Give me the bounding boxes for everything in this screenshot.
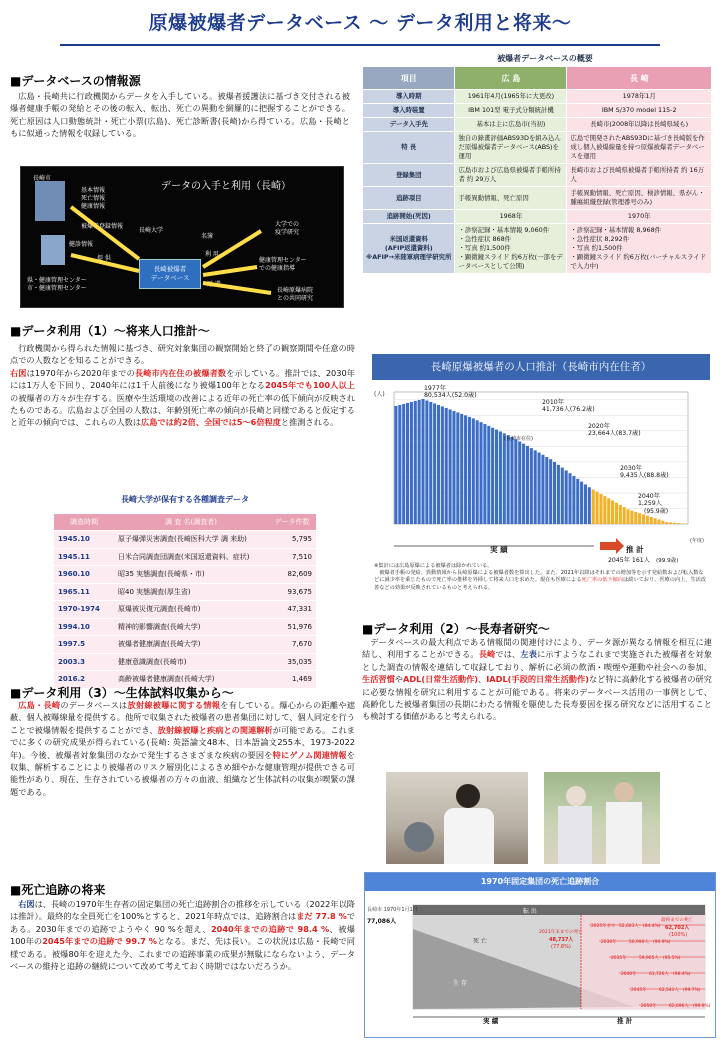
survey-period-cell: 2003.3 (54, 653, 114, 671)
pop-bar (545, 457, 548, 524)
bio-text-4: を収集、解析することにより被爆者のリスク層別化によるきめ細やかな健康管理が提供できる可能性があり、現在、生存されている被爆者の方々の血液、組織など生体試料の収集が喫緊の課題である。 (10, 749, 355, 797)
survey-row (54, 601, 316, 619)
surv-moveout-label: 転 出 (523, 908, 537, 915)
man-body (606, 802, 642, 864)
pop-bar (657, 520, 660, 524)
overview-row (363, 104, 712, 118)
pop-bar (615, 503, 618, 524)
pop-bar (673, 523, 676, 524)
pop-bar (603, 496, 606, 524)
surv-point-n: 52,603人 (619, 924, 639, 929)
lg-highlight-3: ADL(日常生活動作) (403, 674, 479, 685)
pop-bar (507, 435, 510, 524)
surv-point-label: 2030年 (601, 940, 617, 945)
fu-highlight-1: まだ 77.8 % (296, 911, 347, 922)
pop-text-3: の被爆者の方々が生存する。医療や生活環境の改善による近年の死亡率の低下傾向が反映されたものである。広島および全国の人数は、年齢別死亡率の傾向が長崎と同様であると仮定すると近年の傾向では、これらの人数は (10, 392, 355, 428)
pop-x-unit: (年度) (690, 538, 704, 544)
survey-name-cell: 原子爆弾災害調査(長崎医科大学 調 来助) (114, 531, 268, 549)
survey-row (54, 653, 316, 671)
pop-bar (503, 433, 506, 524)
overview-row (363, 187, 712, 210)
survey-count-cell: 7,510 (268, 548, 316, 566)
pop-bar (572, 476, 575, 524)
pop-bar (452, 411, 455, 524)
pop-label-year: 2030年 (620, 465, 642, 472)
followup-chart (365, 891, 715, 1037)
pop-bar (553, 462, 556, 524)
pop-bar (669, 522, 672, 524)
pop-bar (433, 403, 436, 524)
pop-bar (619, 505, 622, 524)
overview-row (363, 224, 712, 274)
pop-bar (472, 418, 475, 524)
pop-bar (665, 522, 668, 524)
pop-bar (418, 400, 421, 524)
pop-bar (592, 489, 595, 524)
surv-point-n: 62,541人 (659, 988, 679, 993)
pop-bar (534, 450, 537, 524)
nagasaki-database-cylinder: 長崎被爆者 データベース (139, 259, 201, 289)
overview-hiroshima-cell: 1961年4月(1965年に大更改) (455, 90, 567, 104)
lg-highlight-4: IADL(手段的日常生活動作) (486, 674, 589, 685)
survey-row (54, 548, 316, 566)
surv-point-p: (99.9%) (693, 1004, 711, 1009)
pop-label-value: 41,736人(76.2歳) (542, 406, 595, 413)
pop-label-year: 2045年 161人 (608, 557, 650, 564)
pop-bar (421, 399, 424, 524)
surv-marker-text: 2021年末までの死亡 (539, 930, 583, 935)
pop-bar (468, 417, 471, 524)
population-paragraph (10, 342, 355, 429)
pop-bar (580, 482, 583, 524)
surv-start-n: 77,086人 (367, 918, 397, 925)
survey-row (54, 636, 316, 654)
pop-bar (491, 428, 494, 524)
pop-bar (425, 400, 428, 524)
followup-chart-title: 1970年固定集団の死亡追跡割合 (365, 873, 715, 891)
section-heading-followup: ■死亡追跡の将来 (10, 883, 106, 897)
overview-nagasaki-cell: IBM S/370 model 115-2 (567, 104, 712, 118)
pop-bar (623, 507, 626, 524)
surv-point-p: (95.5%) (663, 956, 681, 961)
bio-text-3: が可能である。これまでに多くの研究成果が得られている(長崎: 英語論文48本、日本語論文255本、1973-2022年)。今後、被爆者対象集団のなかで発生するさまざまな疾病の要因を (10, 724, 355, 760)
pop-bar (406, 403, 409, 524)
bio-text-2: を有している。爆心からの距離や遮蔽、個人被曝線量を提供する。他所で収集された被爆者の患者集団に対して、個人同定を行うことで被爆情報を提供することができ、 (10, 700, 355, 735)
pop-bar (460, 414, 463, 524)
flow-meibo: 名簿 (201, 233, 214, 240)
lg-text-3: に示すようなこれまで実施された被爆者を対象とした調査の情報を連結して収録しており、解析に必須の飲酒・喫煙や運動や社会への参加、 (362, 649, 712, 672)
overview-row (363, 210, 712, 224)
pop-bar (627, 509, 630, 524)
pop-bar (530, 448, 533, 524)
overview-hiroshima-cell: ・診察記録・基本情報 9,060件 ・急性症状 868件 ・写真 約1,500件 ・顕微鏡スライド 約6万枚(一部をデータベースとして公開) (455, 224, 567, 274)
survey-row (54, 583, 316, 601)
surv-point-p: (84.4%) (643, 924, 661, 929)
lg-text-5: 、 (478, 674, 487, 685)
survey-head-count: データ件数 (268, 514, 316, 531)
survey-caption: 長崎大学が保有する各種調査データ (121, 495, 249, 504)
fu-highlight-3: 2045年までの追跡で 99.7 % (42, 936, 158, 947)
overview-head-nagasaki: 長 崎 (567, 67, 712, 90)
bio-text-1: のデータベースは (60, 700, 128, 710)
lab-photo (386, 772, 528, 864)
fu-text-2: である。2030年までの追跡でようやく 90 %を超え、 (10, 911, 355, 934)
pop-bar (549, 459, 552, 524)
survey-count-cell: 7,670 (268, 636, 316, 654)
pop-note-3: は続いており、医療の向上、生活改善などの効果が反映されているものと考えられる。 (374, 577, 707, 591)
sources-paragraph: 広島・長崎共に行政機関からデータを入手している。被爆者援護法に基づき交付される被爆者健康手帳の発給とその後の転入、転出、死亡の異動を網羅的に把握することができる。死亡原因は人口動態統計・死亡小票(広島)、死亡診断書(長崎)から得ている。広島・長崎ともに似通った情報を収録している。 (10, 91, 350, 139)
pop-ref: 右図 (10, 367, 27, 378)
surv-final-n: 62,702人 (665, 925, 690, 931)
surv-point-label: 2050年 (641, 1004, 657, 1009)
overview-hiroshima-cell: 1968年 (455, 210, 567, 224)
flow-center: 県・健康管理センター 市・健康管理センター (27, 277, 87, 292)
survey-period-cell: 1945.10 (54, 531, 114, 549)
pop-bar (538, 453, 541, 524)
survey-count-cell: 47,331 (268, 601, 316, 619)
pop-bar (445, 408, 448, 524)
surv-alive-label: 生 存 (453, 980, 467, 987)
pop-chart-title: 長崎原爆被爆者の人口推計（長崎市内在住者） (372, 354, 710, 380)
pop-bar (398, 405, 401, 524)
lg-text-1: データベースの最大利点である情報間の関連付けにより、データ源が異なる情報を相互に連結し、利用することができる。 (362, 637, 712, 660)
surv-point-label: 2045年 (631, 988, 647, 993)
overview-nagasaki-cell: 広島で開発されたABS93Dに基づき長崎版を作成し個人被爆線量を持つ原爆被爆者データベースを運用 (567, 132, 712, 164)
survey-period-cell: 1945.11 (54, 548, 114, 566)
pop-forecast-arrow (600, 538, 624, 554)
survey-name-cell: 被爆者健康調査(長崎大学) (114, 636, 268, 654)
pop-bar (584, 484, 587, 524)
pop-bar (654, 518, 657, 524)
pop-bar (576, 479, 579, 524)
pop-y-unit: (人) (374, 391, 385, 398)
flow-riyo: 利 用 (205, 251, 219, 258)
survey-period-cell: 1994.10 (54, 618, 114, 636)
survey-period-cell: 1965.11 (54, 583, 114, 601)
section-heading-population: ■データ利用（1）～将来人口推計～ (10, 324, 210, 338)
pop-chart-notes (374, 563, 708, 592)
pop-highlight-1: 長崎市内在住の被爆者数 (134, 367, 227, 378)
overview-head-item: 項目 (363, 67, 455, 90)
pop-label-value: 9,435人(88.8歳) (620, 472, 669, 479)
elderly-couple-photo (544, 772, 660, 864)
overview-hiroshima-cell: 独自の錄畫評価ABS93Dを組み込んだ原爆被爆者データベース(ABS)を運用 (455, 132, 567, 164)
man-head (614, 782, 634, 802)
longevity-paragraph (362, 636, 712, 723)
population-chart (372, 384, 710, 564)
title-underline (60, 44, 660, 46)
survey-count-cell: 82,609 (268, 566, 316, 584)
pop-bar (561, 468, 564, 524)
fu-text-4: となる。まだ、先は長い。この状況は広島・長崎で同様である。被爆80年を迎えた今、これまでの追跡事業の成果が無駄にならないよう、データベースの維持と追跡の継続について改めて考えておく時期ではないだろうか。 (10, 936, 355, 972)
fu-ref: 右図 (18, 899, 35, 909)
pop-label-year: 2010年 (542, 399, 564, 406)
pop-bar (661, 521, 664, 524)
pop-text-4: と推測される。 (280, 417, 339, 428)
lg-highlight-1: 長崎 (478, 649, 496, 660)
pop-bar (565, 470, 568, 524)
biospecimen-paragraph (10, 699, 355, 798)
overview-hiroshima-cell: 基本は主に広島市(当初) (455, 118, 567, 132)
pop-bar (646, 516, 649, 524)
pop-bar (456, 412, 459, 524)
flow-out-hospital: 長崎原爆病院 との共同研究 (277, 287, 314, 302)
pop-bar (638, 513, 641, 524)
pop-label-year: 1977年 (424, 385, 446, 392)
pop-label-age: (95.9歳) (644, 508, 669, 515)
pop-label-year: 2040年 (638, 493, 660, 500)
bio-highlight-3: 放射線被曝と疾病との関連解析 (157, 724, 273, 735)
overview-row-label: 導入時期 (363, 90, 455, 104)
survey-count-cell: 93,675 (268, 583, 316, 601)
pop-bar (437, 405, 440, 524)
pop-label-value: (99.9歳) (656, 558, 679, 564)
pop-bar (518, 441, 521, 524)
lg-text-2: では、 (495, 649, 521, 660)
overview-hiroshima-cell: 手帳異動情報、死亡原因 (455, 187, 567, 210)
overview-nagasaki-cell: 1978年1月 (567, 90, 712, 104)
pop-bar (557, 465, 560, 524)
pop-label-value: 23,664人(83.7歳) (588, 430, 641, 437)
overview-row (363, 90, 712, 104)
lg-highlight-2: 生活習慣 (362, 674, 395, 685)
followup-chart-frame (364, 872, 716, 1038)
survey-name-cell: 健康意識調査(長崎市) (114, 653, 268, 671)
survey-period-cell: 2016.2 (54, 671, 114, 689)
surv-forecast-label: 推 計 (617, 1017, 633, 1025)
survey-count-cell: 1,469 (268, 671, 316, 689)
overview-row-label: 追跡項目 (363, 187, 455, 210)
overview-nagasaki-cell: 手帳異動情報、死亡原因、検診情報、県がん・腫瘍組織登録(管理番号のみ) (567, 187, 712, 210)
fu-highlight-2: 2040年までの追跡で 98.4 % (210, 923, 330, 934)
flow-city: 長崎市 (33, 175, 52, 182)
surv-point-n: 56,990人 (629, 940, 649, 945)
pop-forecast-label: 推 計 (626, 545, 644, 554)
pop-bar (480, 422, 483, 524)
flow-out-guidance: 健康管理センター での健康指導 (259, 257, 307, 272)
pop-highlight-2: 2045年でも100人以上 (265, 380, 355, 391)
followup-paragraph (10, 898, 355, 972)
pop-bar (596, 492, 599, 524)
pop-bar (650, 517, 653, 524)
pop-bar (429, 402, 432, 524)
overview-row-label: 特 長 (363, 132, 455, 164)
survey-row (54, 566, 316, 584)
overview-nagasaki-cell: 長崎市(2008年以降は長崎県域も) (567, 118, 712, 132)
pop-bar (402, 404, 405, 524)
pop-note-1: ※集計には広島原爆による被爆者は除かれている。 (374, 563, 493, 569)
overview-nagasaki-cell: 1970年 (567, 210, 712, 224)
pop-text-1: は1970年から2020年までの (26, 367, 135, 378)
pop-bar (588, 487, 591, 524)
pop-bar (483, 424, 486, 524)
pop-bar (414, 401, 417, 524)
pop-bar (599, 494, 602, 524)
survey-period-cell: 1970-1974 (54, 601, 114, 619)
overview-row-label: 登録集団 (363, 164, 455, 187)
surv-final-p: (100%) (669, 932, 688, 938)
survey-count-cell: 35,035 (268, 653, 316, 671)
pop-bar (410, 402, 413, 524)
overview-row-label: 導入時装置 (363, 104, 455, 118)
freezer-opening (404, 822, 434, 852)
flow-title: データの入手と利用（長崎） (161, 181, 291, 192)
survey-head-name: 調 査 名(調査者) (114, 514, 268, 531)
survey-period-cell: 1997.5 (54, 636, 114, 654)
flow-hennkan: 返 還 (207, 281, 221, 288)
survey-row (54, 531, 316, 549)
lg-text-4: や (394, 674, 403, 685)
pop-bar (476, 420, 479, 524)
pop-bar (634, 512, 637, 524)
survey-name-cell: 精神的影響調査(長崎大学) (114, 618, 268, 636)
surv-point-p: (98.4%) (673, 972, 691, 977)
overview-caption: 被爆者データベースの概要 (497, 54, 593, 63)
section-heading-longevity: ■データ利用（2）～長寿者研究～ (362, 622, 550, 636)
flow-health: 健診情報 (69, 241, 94, 248)
pop-bar (514, 439, 517, 524)
overview-row (363, 118, 712, 132)
flow-provide: 提 供 (97, 255, 111, 262)
overview-row-label: 米国返還資料 (AFIP返還資料) ※AFIP→米陸軍病理学研究所 (363, 224, 455, 274)
survey-head-period: 調査時期 (54, 514, 114, 531)
surv-actual-label: 実 績 (483, 1017, 499, 1025)
overview-head-hiroshima: 広 島 (455, 67, 567, 90)
lab-coat (444, 808, 494, 864)
pop-actual-label: 実 績 (490, 545, 508, 554)
pop-bar (630, 511, 633, 524)
section-heading-biospecimen: ■データ利用（3）～生体試料収集から～ (10, 686, 234, 700)
bio-highlight-4: 特にゲノム関連情報 (272, 749, 347, 760)
pop-note-red: 死亡率の低下傾向 (581, 577, 624, 584)
pop-bar (449, 409, 452, 524)
surv-marker-p: (77.8%) (551, 944, 571, 950)
overview-hiroshima-cell: IBM 101型 電子式分類統計機 (455, 104, 567, 118)
fu-text-3: 、被爆100年の (10, 923, 355, 947)
survey-count-cell: 51,976 (268, 618, 316, 636)
flow-university: 長崎大学 (139, 227, 164, 234)
lg-text-6: など特に高齢化する被爆者の研究に必要な情報を研究に利用することが可能である。将来のデータベース活用の一事例として、高齢化した被爆者集団の長期にわたる情報を駆使した長寿要因を探る研究などに活用することも検討する価値があると考えられる。 (362, 674, 712, 722)
surv-final-text: 最終までの死亡 (661, 918, 694, 923)
pop-bar (464, 415, 467, 524)
pop-label-value: 80,534人(52.0歳) (424, 392, 477, 399)
flow-arrows (21, 167, 343, 307)
pop-bar (642, 514, 645, 524)
bio-highlight-1: 広島・長崎 (18, 700, 61, 710)
overview-nagasaki-cell: 長崎市および長崎県被爆者手帳所持者 約 16万人 (567, 164, 712, 187)
woman-head (566, 786, 586, 806)
surv-point-p: (90.9%) (653, 940, 671, 945)
surv-point-label: 2040年 (621, 972, 637, 977)
survey-row (54, 618, 316, 636)
survey-name-cell: 高齢被爆者健康調査(長崎大学) (114, 671, 268, 689)
survey-period-cell: 1960.10 (54, 566, 114, 584)
flow-city-info: 基本情報 死亡情報 健康情報 (81, 187, 106, 210)
surv-moveout-band (413, 905, 705, 915)
pop-note-2: 被爆者手帳の発給、異動情報から長崎原爆による被爆者数を算出した。また、2021年以降はそれまでの増加等を示す発給数および転入数などに減少率を乗じたもので死亡率の推移を外挿して将来人口を求めた。現在も医療による (374, 570, 704, 584)
lg-ref: 左表 (520, 649, 538, 660)
surv-point-p: (99.7%) (683, 988, 701, 993)
overview-row (363, 164, 712, 187)
bio-highlight-2: 放射線被曝に関する情報 (127, 700, 221, 710)
pop-bar (441, 406, 444, 524)
pop-label-value: 1,259人 (638, 500, 662, 507)
pop-bar (607, 498, 610, 524)
overview-table (362, 66, 712, 274)
pop-mid-label: (長崎市在住) (504, 436, 533, 442)
survey-name-cell: 原爆被災復元調査(長崎市) (114, 601, 268, 619)
overview-row-label: 追跡開始(死因) (363, 210, 455, 224)
flow-out-research: 大学での 疫学研究 (275, 221, 300, 236)
pop-highlight-3: 広島では約2倍、全国では5～6倍程度 (141, 417, 281, 428)
survey-name-cell: 日米合同調査団調査(米国返還資料、症状) (114, 548, 268, 566)
pop-bar (541, 455, 544, 524)
fu-text-1: は、長崎の1970年生存者の固定集団の死亡追跡割合の推移を示している（2022年以降は推計）。最終的な全員死亡を100%とすると、2021年時点では、追跡割合は (10, 899, 355, 922)
surv-death-label: 死 亡 (473, 938, 487, 945)
survey-table (54, 514, 316, 689)
pop-label-year: 2020年 (588, 423, 610, 430)
pop-bar (681, 523, 684, 524)
surv-point-label: 2025年まで (591, 924, 616, 929)
overview-row (363, 132, 712, 164)
pop-bar (487, 426, 490, 524)
page-title: 原爆被爆者データベース ～ データ利用と将来～ (148, 12, 572, 34)
pop-text-2: を示している。推計では、2030年には1万人を下回り、2040年には1千人前後になり被爆100年となる (10, 367, 355, 391)
person-head (456, 784, 480, 808)
survey-count-cell: 5,795 (268, 531, 316, 549)
survey-name-cell: 昭40 実態調査(厚生省) (114, 583, 268, 601)
pop-bar (526, 446, 529, 524)
population-p1: 行政機関から得られた情報に基づき、研究対象集団の観察開始と終了の観察期間や任意の時点での人数などを知ることができる。 (10, 343, 355, 366)
surv-marker-n: 48,737人 (549, 937, 574, 943)
pop-bar (522, 444, 525, 524)
pop-bar (394, 406, 397, 524)
surv-start-label: 長崎市 1970年1月1日 (367, 907, 418, 913)
section-heading-sources: ■データベースの情報源 (10, 74, 141, 88)
pop-bar (677, 523, 680, 524)
woman-body (558, 806, 592, 864)
surv-point-n: 62,696人 (669, 1004, 689, 1009)
overview-nagasaki-cell: ・診察記録・基本情報 8,968件 ・急性症状 8,292件 ・写真 約1,500件 ・顕微鏡スライド 約6万枚(バーチャルスライドで入力中) (567, 224, 712, 274)
pop-bar (568, 473, 571, 524)
survey-name-cell: 昭35 実態調査(長崎県・市) (114, 566, 268, 584)
pop-bar (510, 437, 513, 524)
overview-row-label: データ入手先 (363, 118, 455, 132)
overview-hiroshima-cell: 広島市および広島県被爆者手帳所持者 約 29万人 (455, 164, 567, 187)
flow-registry: 被爆者登録情報 (81, 223, 124, 230)
data-flow-diagram (20, 166, 344, 308)
pop-bar (611, 501, 614, 524)
pop-bar (495, 430, 498, 524)
pop-bar (499, 431, 502, 524)
surv-point-label: 2035年 (611, 956, 627, 961)
surv-point-n: 61,726人 (649, 972, 669, 977)
surv-point-n: 59,905人 (639, 956, 659, 961)
